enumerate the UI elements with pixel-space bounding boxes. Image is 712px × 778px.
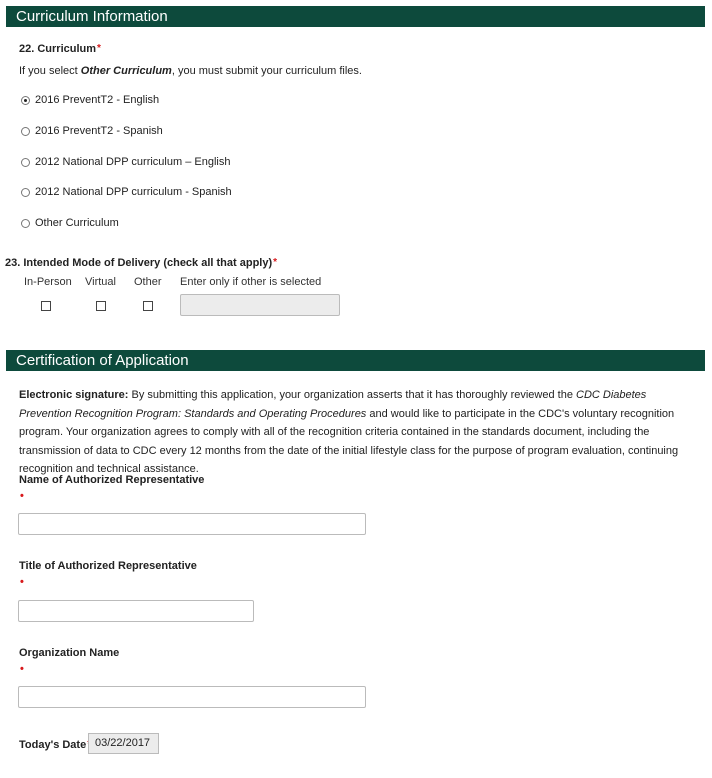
curriculum-note-suffix: , you must submit your curriculum files. [171, 65, 362, 77]
certification-section-header [6, 350, 705, 371]
todays-date-label-text: Today's Date [19, 739, 87, 751]
org-name-label: Organization Name [19, 647, 120, 659]
curriculum-section-title: Curriculum Information [16, 8, 168, 25]
signature-doc-title: CDC Diabetes Prevention Recognition Program: Standards and Operating Procedures [19, 389, 647, 420]
rep-title-label: Title of Authorized Representative [19, 560, 197, 572]
other-input-label: Enter only if other is selected [180, 276, 322, 288]
rep-name-label: Name of Authorized Representative [19, 474, 205, 486]
signature-label: Electronic signature: [19, 389, 129, 401]
curriculum-note [19, 65, 362, 77]
curriculum-radio-2016-spanish[interactable] [21, 127, 30, 136]
curriculum-note-prefix: If you select [19, 65, 81, 77]
curriculum-radio-2016-english[interactable] [21, 96, 30, 105]
curriculum-radio-2012-english[interactable] [21, 158, 30, 167]
required-indicator: • [20, 576, 24, 588]
other-checkbox[interactable] [143, 301, 153, 311]
delivery-col-virtual: Virtual [85, 276, 116, 288]
rep-title-input[interactable] [18, 600, 254, 622]
curriculum-option-label[interactable]: 2012 National DPP curriculum - Spanish [35, 186, 232, 198]
required-indicator: • [20, 490, 24, 502]
curriculum-section-header [6, 6, 705, 27]
signature-text-2: and would like to participate in the CDC's voluntary recognition program. Your organization agrees to comply with all of the recognition criteria contained in the standards document, including the transmission of data to CDC every 12 months from the date of the initial lifestyle class for the purpose of program evaluation, continuing recognition and technical assistance. [19, 407, 679, 475]
certification-section-title: Certification of Application [16, 352, 189, 369]
electronic-signature-statement [19, 386, 689, 479]
todays-date-field: 03/22/2017 [88, 733, 159, 754]
todays-date-label [19, 739, 91, 751]
curriculum-radio-2012-spanish[interactable] [21, 188, 30, 197]
delivery-question [5, 257, 277, 269]
required-indicator: * [273, 257, 278, 268]
virtual-checkbox[interactable] [96, 301, 106, 311]
curriculum-question-label: 22. Curriculum [19, 43, 97, 55]
required-indicator: * [97, 43, 101, 54]
curriculum-option-label[interactable]: Other Curriculum [35, 217, 119, 229]
signature-text-1: By submitting this application, your organization asserts that it has thoroughly reviewed the [128, 389, 576, 401]
required-indicator: • [20, 663, 24, 675]
curriculum-option-label[interactable]: 2016 PreventT2 - English [35, 94, 160, 106]
other-delivery-input[interactable] [180, 294, 340, 316]
org-name-input[interactable] [18, 686, 366, 708]
curriculum-option-label[interactable]: 2016 PreventT2 - Spanish [35, 125, 163, 137]
delivery-col-other: Other [134, 276, 162, 288]
in-person-checkbox[interactable] [41, 301, 51, 311]
delivery-col-in-person: In-Person [24, 276, 72, 288]
rep-name-input[interactable] [18, 513, 366, 535]
curriculum-question [19, 43, 101, 55]
curriculum-note-emphasis: Other Curriculum [80, 65, 172, 77]
delivery-question-label: 23. Intended Mode of Delivery (check all that apply) [5, 257, 273, 269]
curriculum-radio-other[interactable] [21, 219, 30, 228]
curriculum-option-label[interactable]: 2012 National DPP curriculum – English [35, 156, 231, 168]
